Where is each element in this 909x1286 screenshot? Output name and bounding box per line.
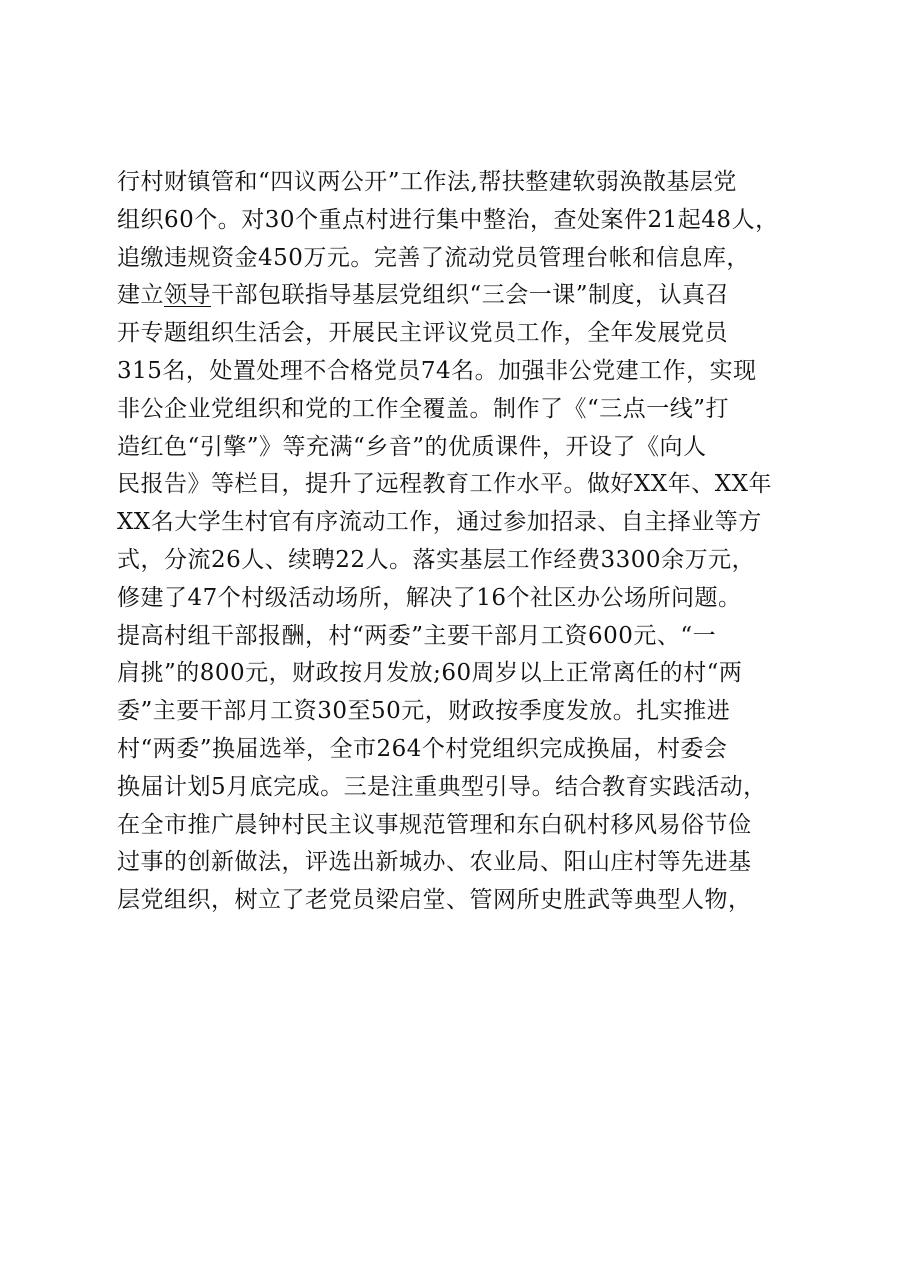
text-line-3: 追缴违规资金450万元。完善了流动党员管理台帐和信息库，: [117, 244, 750, 271]
text-line-1: 行村财镇管和“四议两公开”工作法,帮扶整建软弱涣散基层党: [117, 169, 737, 195]
text-line-14: 肩挑”的800元，财政按月发放;60周岁以上正常离任的村“两: [117, 660, 743, 687]
text-line-16: 村“两委”换届选举，全市264个村党组织完成换届，村委会: [117, 735, 728, 762]
text-line-7: 非公企业党组织和党的工作全覆盖。制作了《“三点一线”打: [117, 395, 730, 422]
body-text: [117, 164, 817, 920]
text-line-15: 委”主要干部月工资30至50元，财政按季度发放。扎实推进: [117, 698, 731, 725]
text-line-10: XX名大学生村官有序流动工作，通过参加招录、自主择业等方: [117, 509, 762, 536]
text-line-9: 民报告》等栏目，提升了远程教育工作水平。做好XX年、XX年: [117, 471, 772, 498]
text-line-4: [117, 277, 817, 315]
text-line-13: 提高村组干部报酬，村“两委”主要干部月工资600元、“一: [117, 622, 717, 649]
underlined-link-text[interactable]: 领导: [164, 282, 211, 309]
text-line-20: 层党组织，树立了老党员梁启堂、管网所史胜武等典型人物，: [117, 887, 752, 914]
text-line-11: 式，分流26人、续聘22人。落实基层工作经费3300余万元，: [117, 546, 756, 573]
text-line-4-prefix: 建立: [117, 282, 164, 309]
text-line-2: 组织60个。对30个重点村进行集中整治，查处案件21起48人，: [117, 206, 779, 233]
text-line-4-suffix: 干部包联指导基层党组织“三会一课”制度，认真召: [211, 282, 730, 309]
text-line-8: 造红色“引擎”》等充满“乡音”的优质课件，开设了《向人: [117, 433, 707, 460]
text-line-19: 过事的创新做法，评选出新城办、农业局、阳山庄村等先进基: [117, 849, 752, 876]
text-line-18: 在全市推广晨钟村民主议事规范管理和东白矾村移风易俗节俭: [117, 811, 752, 838]
text-line-12: 修建了47个村级活动场所，解决了16个社区办公场所问题。: [117, 584, 742, 611]
text-line-6: 315名，处置处理不合格党员74名。加强非公党建工作，实现: [117, 357, 757, 384]
text-line-17: 换届计划5月底完成。三是注重典型引导。结合教育实践活动，: [117, 773, 767, 800]
text-line-5: 开专题组织生活会，开展民主评议党员工作，全年发展党员: [117, 320, 728, 347]
